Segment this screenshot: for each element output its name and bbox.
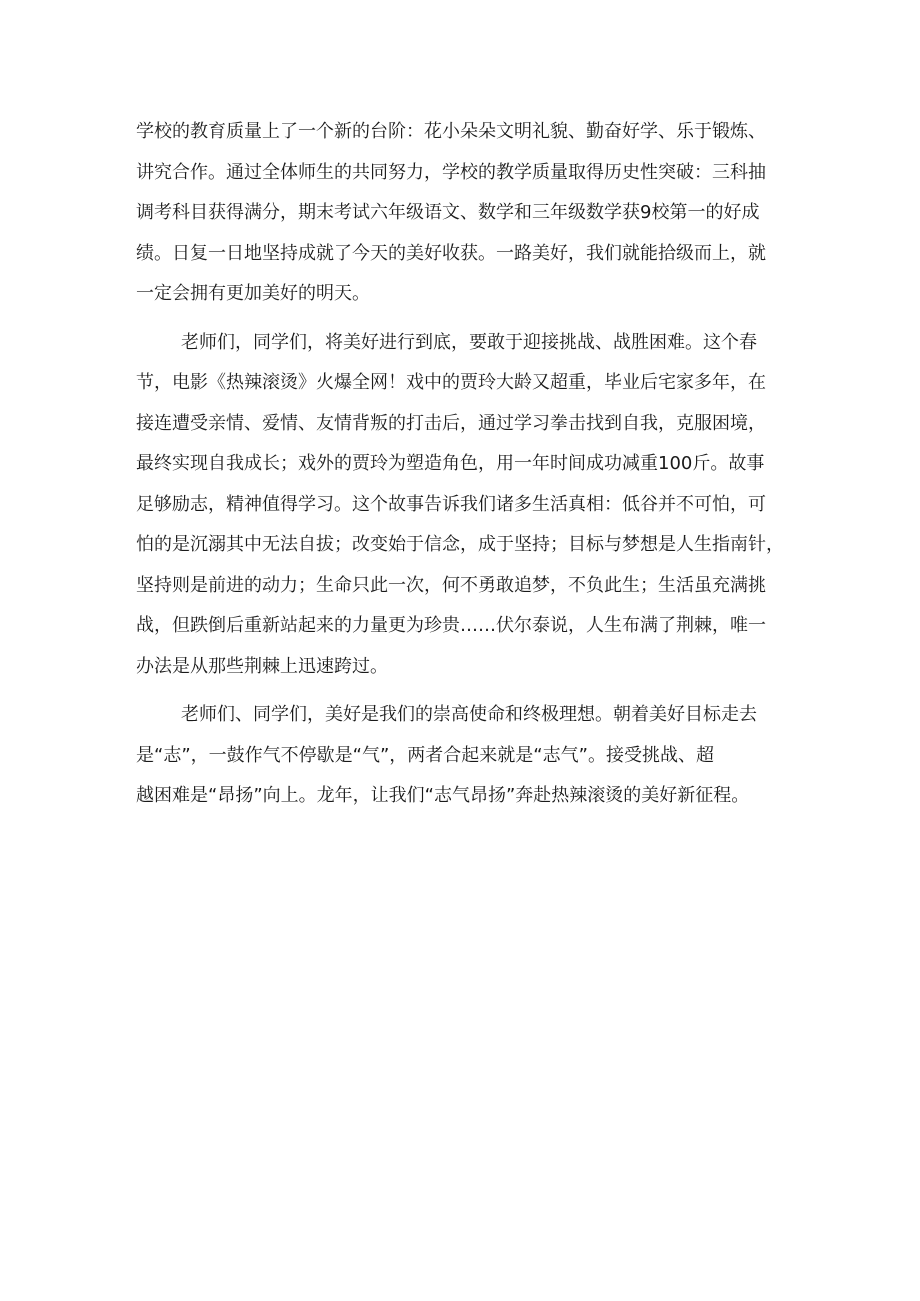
paragraph-line: 讲究合作。通过全体师生的共同努力，学校的教学质量取得历史性突破：三科抽 bbox=[136, 161, 766, 183]
paragraph-line: 绩。日复一日地坚持成就了今天的美好收获。一路美好，我们就能拾级而上，就 bbox=[136, 242, 766, 264]
document-body bbox=[136, 112, 784, 817]
paragraph-line: 老师们，同学们，将美好进行到底，要敢于迎接挑战、战胜困难。这个春 bbox=[181, 331, 757, 353]
paragraph-line: 战，但跌倒后重新站起来的力量更为珍贵……伏尔泰说，人生布满了荆棘，唯一 bbox=[136, 615, 766, 636]
paragraph-line: 接连遭受亲情、爱情、友情背叛的打击后，通过学习拳击找到自我，克服困境， bbox=[136, 412, 766, 434]
paragraph-line: 坚持则是前进的动力；生命只此一次，何不勇敢追梦，不负此生；生活虽充满挑 bbox=[136, 574, 766, 596]
paragraph-2 bbox=[136, 323, 784, 688]
paragraph-line: 最终实现自我成长；戏外的贾玲为塑造角色，用一年时间成功减重100斤。故事 bbox=[136, 453, 765, 474]
paragraph-line: 一定会拥有更加美好的明天。 bbox=[136, 283, 370, 304]
paragraph-gap bbox=[136, 315, 784, 323]
paragraph-3 bbox=[136, 695, 784, 817]
paragraph-line: 足够励志，精神值得学习。这个故事告诉我们诸多生活真相：低谷并不可怕，可 bbox=[136, 493, 766, 515]
paragraph-gap bbox=[136, 687, 784, 695]
paragraph-line: 怕的是沉溺其中无法自拔；改变始于信念，成于坚持；目标与梦想是人生指南针， bbox=[136, 534, 784, 555]
paragraph-line: 老师们、同学们，美好是我们的崇高使命和终极理想。朝着美好目标走去 bbox=[181, 704, 757, 725]
paragraph-line: 是“志”，一鼓作气不停歇是“气”，两者合起来就是“志气”。接受挑战、超 bbox=[136, 744, 714, 766]
paragraph-line: 越困难是“昂扬”向上。龙年，让我们“志气昂扬”奔赴热辣滚烫的美好新征程。 bbox=[136, 785, 750, 806]
paragraph-line: 学校的教育质量上了一个新的台阶：花小朵朵文明礼貌、勤奋好学、乐于锻炼、 bbox=[136, 121, 766, 142]
paragraph-line: 调考科目获得满分，期末考试六年级语文、数学和三年级数学获9校第一的好成 bbox=[136, 202, 760, 223]
paragraph-1 bbox=[136, 112, 784, 315]
paragraph-line: 办法是从那些荆棘上迅速跨过。 bbox=[136, 655, 388, 677]
paragraph-line: 节，电影《热辣滚烫》火爆全网！戏中的贾玲大龄又超重，毕业后宅家多年，在 bbox=[136, 372, 766, 393]
